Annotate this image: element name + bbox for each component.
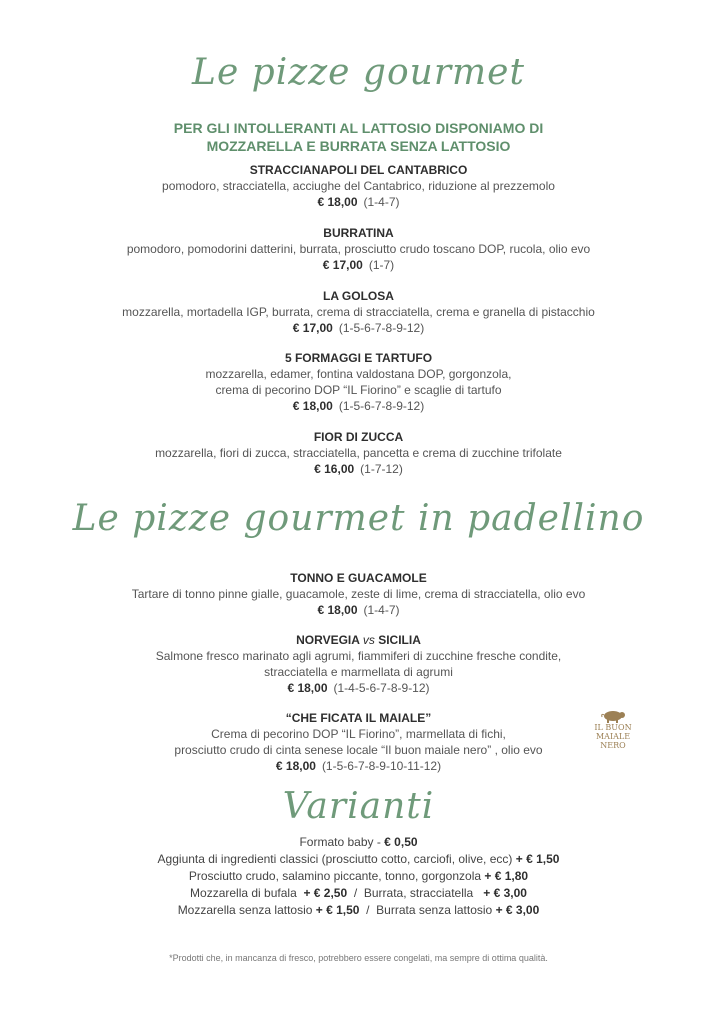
- variant-price: + € 3,00: [495, 903, 540, 917]
- variant-separator: /: [353, 886, 358, 900]
- item-description: mozzarella, fiori di zucca, stracciatella, pancetta e crema di zucchine trifolate: [155, 446, 562, 460]
- variant-sep: -: [373, 835, 385, 849]
- variant-line: [0, 834, 717, 851]
- menu-item: [0, 429, 717, 477]
- lactose-notice: [0, 119, 717, 155]
- item-name-part-b: SICILIA: [378, 633, 421, 647]
- item-allergens: (1-4-7): [363, 195, 400, 209]
- variant-sep: +: [512, 852, 527, 866]
- item-price: € 18,00: [317, 195, 358, 209]
- notice-line-1: PER GLI INTOLLERANTI AL LATTOSIO DISPONIAMO DI: [173, 120, 544, 136]
- menu-item: [0, 288, 717, 336]
- item-allergens: (1-7-12): [360, 462, 403, 476]
- variant-price: + € 1,50: [315, 903, 360, 917]
- variant-price: + € 2,50: [303, 886, 348, 900]
- item-description: Salmone fresco marinato agli agrumi, fiammiferi di zucchine fresche condite,: [155, 649, 562, 663]
- variants-list: [0, 834, 717, 919]
- item-description-2: crema di pecorino DOP “IL Fiorino” e scaglie di tartufo: [215, 383, 502, 397]
- section-title-varianti: Varianti: [282, 786, 435, 827]
- item-allergens: (1-5-6-7-8-9-10-11-12): [321, 759, 442, 773]
- item-description: mozzarella, mortadella IGP, burrata, crema di stracciatella, crema e granella di pistacchio: [122, 305, 595, 319]
- item-allergens: (1-5-6-7-8-9-12): [338, 399, 425, 413]
- item-name: BURRATINA: [323, 226, 394, 240]
- item-name: LA GOLOSA: [323, 289, 394, 303]
- item-name: TONNO E GUACAMOLE: [290, 571, 427, 585]
- variant-text: Burrata, stracciatella: [363, 886, 474, 900]
- item-name: FIOR DI ZUCCA: [313, 430, 404, 444]
- variant-line: [0, 885, 717, 902]
- variant-text: Aggiunta di ingredienti classici (prosciutto cotto, carciofi, olive, ecc): [157, 852, 513, 866]
- item-allergens: (1-4-5-6-7-8-9-12): [333, 681, 430, 695]
- item-allergens: (1-7): [368, 258, 395, 272]
- item-price: € 16,00: [314, 462, 355, 476]
- menu-item: [0, 632, 717, 696]
- item-name: 5 FORMAGGI E TARTUFO: [284, 351, 433, 365]
- buon-maiale-nero-logo: [583, 709, 643, 750]
- item-allergens: (1-5-6-7-8-9-12): [338, 321, 425, 335]
- variant-text: Burrata senza lattosio: [376, 903, 493, 917]
- item-description: pomodoro, pomodorini datterini, burrata, prosciutto crudo toscano DOP, rucola, olio evo: [126, 242, 591, 256]
- notice-line-2: MOZZARELLA E BURRATA SENZA LATTOSIO: [206, 138, 511, 154]
- variant-price: + € 3,00: [483, 886, 527, 900]
- logo-line-1: IL BUON MAIALE: [594, 723, 632, 741]
- variant-sep: +: [481, 869, 495, 883]
- item-name-part-a: NORVEGIA: [296, 633, 360, 647]
- variant-price: € 0,50: [384, 835, 418, 849]
- item-name-vs: vs: [362, 633, 375, 647]
- variant-text: Prosciutto crudo, salamino piccante, tonno, gorgonzola: [188, 869, 482, 883]
- menu-item: [0, 570, 717, 618]
- item-price: € 18,00: [292, 399, 333, 413]
- item-name: STRACCIANAPOLI DEL CANTABRICO: [249, 163, 468, 177]
- item-price: € 17,00: [322, 258, 363, 272]
- section-title-gourmet: Le pizze gourmet: [192, 52, 525, 93]
- variant-separator: /: [366, 903, 370, 917]
- variant-price: € 1,50: [526, 852, 560, 866]
- menu-item: [0, 162, 717, 210]
- item-price: € 18,00: [317, 603, 358, 617]
- item-description-2: prosciutto crudo di cinta senese locale “Il buon maiale nero” , olio evo: [174, 743, 543, 757]
- item-description-2: stracciatella e marmellata di agrumi: [264, 665, 453, 679]
- item-description: Crema di pecorino DOP “IL Fiorino”, marmellata di fichi,: [211, 727, 506, 741]
- variant-text: Mozzarella di bufala: [190, 886, 297, 900]
- item-description: Tartare di tonno pinne gialle, guacamole, zeste di lime, crema di stracciatella, olio evo: [131, 587, 586, 601]
- pig-icon: [600, 709, 626, 723]
- menu-item: [0, 350, 717, 414]
- variant-text: Formato baby: [299, 835, 374, 849]
- item-name: [0, 632, 717, 648]
- footnote: *Prodotti che, in mancanza di fresco, potrebbero essere congelati, ma sempre di ottima qualità.: [169, 953, 548, 963]
- variant-line: [0, 851, 717, 868]
- item-price: € 17,00: [292, 321, 333, 335]
- item-allergens: (1-4-7): [363, 603, 400, 617]
- item-name: “CHE FICATA IL MAIALE”: [285, 711, 432, 725]
- variant-line: [0, 902, 717, 919]
- variant-line: [0, 868, 717, 885]
- logo-line-2: NERO: [600, 741, 626, 750]
- menu-item: [0, 225, 717, 273]
- variant-price: € 1,80: [494, 869, 529, 883]
- item-description: mozzarella, edamer, fontina valdostana DOP, gorgonzola,: [205, 367, 512, 381]
- variant-text: Mozzarella senza lattosio: [177, 903, 313, 917]
- item-price: € 18,00: [275, 759, 316, 773]
- section-title-padellino: Le pizze gourmet in padellino: [72, 498, 645, 539]
- item-description: pomodoro, stracciatella, acciughe del Cantabrico, riduzione al prezzemolo: [162, 179, 555, 193]
- item-price: € 18,00: [287, 681, 328, 695]
